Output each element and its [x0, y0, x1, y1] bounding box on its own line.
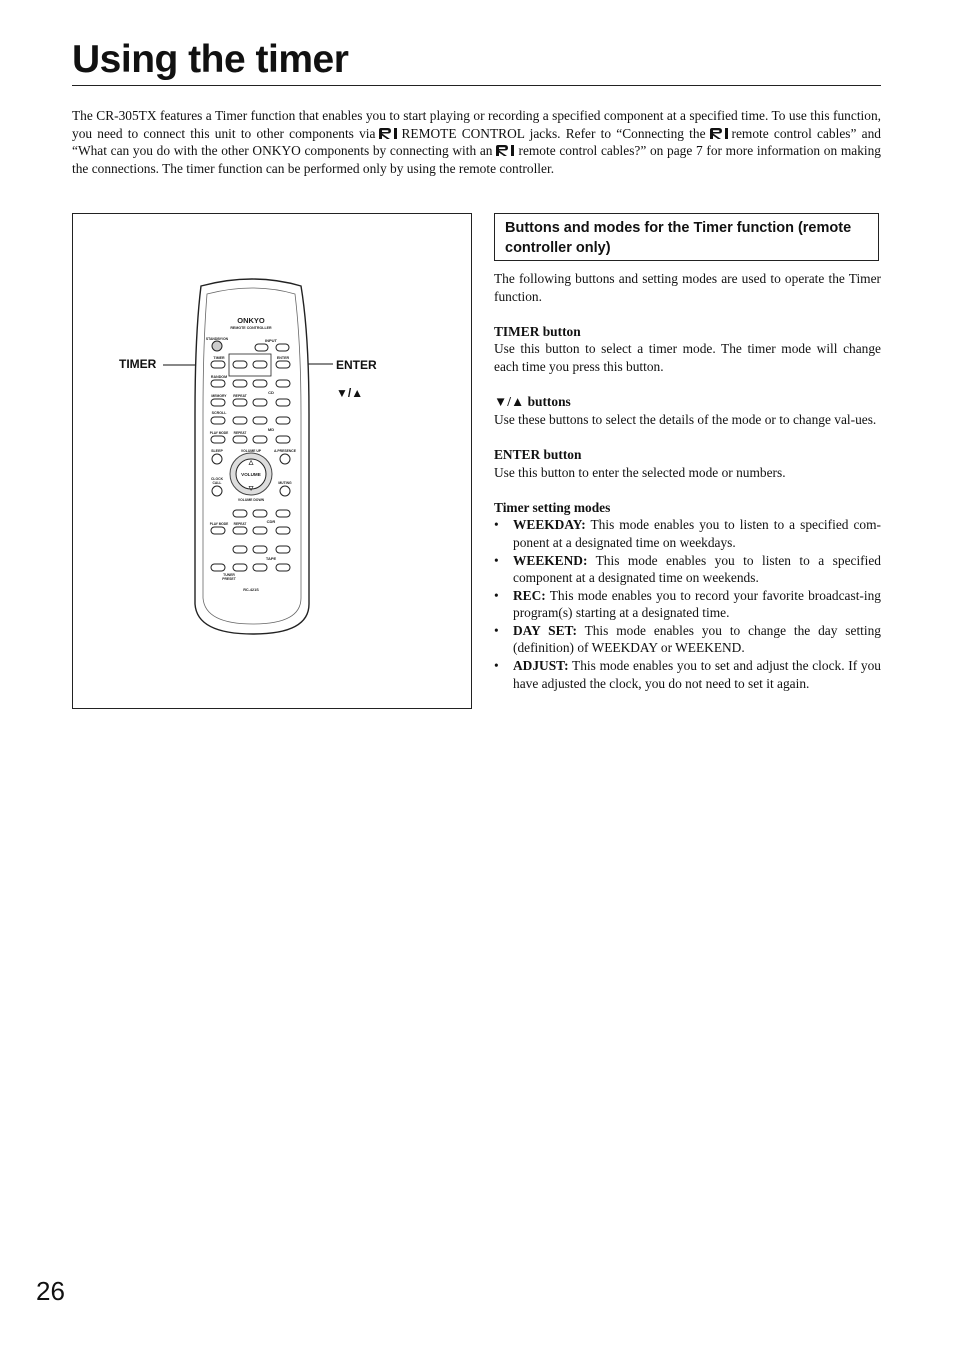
ri-logo-icon	[495, 145, 515, 156]
standby-button[interactable]	[212, 341, 222, 351]
enter-label: ENTER	[276, 356, 290, 360]
list-item	[494, 657, 881, 692]
down-button[interactable]	[233, 361, 247, 368]
md-play-button[interactable]	[276, 417, 290, 424]
md-next-button[interactable]	[276, 436, 290, 443]
sleep-button[interactable]	[212, 454, 222, 464]
scroll-label: SCROLL	[211, 411, 227, 415]
list-item	[494, 552, 881, 587]
modes-heading: Timer setting modes	[494, 499, 611, 515]
clock-call-button[interactable]	[212, 486, 222, 496]
remote-brand: ONKYO	[237, 316, 265, 325]
bullet: •	[494, 658, 499, 674]
tape-label: TAPE	[265, 556, 277, 561]
remote-figure	[72, 213, 472, 709]
bullet: •	[494, 622, 499, 638]
cdr-stop-button[interactable]	[233, 510, 247, 517]
repeat2-button[interactable]	[233, 436, 247, 443]
timer-callout: TIMER	[119, 357, 157, 371]
mode-label: REC:	[513, 587, 546, 603]
modes-block	[494, 499, 881, 693]
tuner-label: TUNER	[223, 573, 235, 577]
random-button[interactable]	[211, 380, 225, 387]
mode-text: This mode enables you to listen to a specified component at a designated time on weekends.	[513, 552, 881, 586]
mode-label: WEEKEND:	[513, 552, 588, 568]
timer-button[interactable]	[211, 361, 225, 368]
stop-button[interactable]	[233, 380, 247, 387]
enter-button-heading: ENTER button	[494, 446, 582, 462]
input-label: INPUT	[265, 338, 277, 343]
apresence-label: A.PRESENCE	[273, 449, 297, 453]
preset-label: PRESET	[222, 577, 236, 581]
intro-text-3: remote control cables” and “What can you do with the other ONKYO components by connecting with an	[72, 125, 881, 159]
model-label: RC-421S	[243, 588, 259, 592]
timer-button-text: Use this button to select a timer mode. The timer mode will change each time you press this button.	[494, 341, 881, 374]
memory-label: MEMORY	[211, 394, 227, 398]
arrows-button-text: Use these buttons to select the details of the mode or to change val-ues.	[494, 411, 877, 427]
preset-down-button[interactable]	[211, 564, 225, 571]
mode-label: DAY SET:	[513, 622, 577, 638]
mode-label: WEEKDAY:	[513, 517, 586, 533]
arrows-callout: ▼/▲	[336, 386, 364, 400]
cdr-label: CDR	[266, 519, 276, 524]
cdr-pause-button[interactable]	[253, 510, 267, 517]
call-label: CALL	[212, 481, 222, 485]
pause-button[interactable]	[253, 380, 267, 387]
enter-button[interactable]	[276, 361, 290, 368]
playmode2-button[interactable]	[211, 527, 225, 534]
next-button[interactable]	[276, 399, 290, 406]
enter-button-block	[494, 446, 881, 481]
prev-button[interactable]	[253, 399, 267, 406]
tape-prev-button[interactable]	[253, 564, 267, 571]
list-item	[494, 516, 881, 551]
intro-text-4: remote control cables?” on page 7 for more information on making the connections. The timer function can be performed only by using the remote controller.	[72, 143, 881, 176]
bullet: •	[494, 552, 499, 568]
enter-button-text: Use this button to enter the selected mode or numbers.	[494, 464, 786, 480]
tape-rew-button[interactable]	[233, 546, 247, 553]
cd-label: CD	[268, 390, 274, 395]
input-up-button[interactable]	[276, 344, 289, 351]
ri-logo-icon	[709, 128, 729, 139]
mode-text: This mode enables you to listen to a specified com-ponent at a designated time on weekdays.	[513, 517, 881, 550]
clock-label: CLOCK	[210, 477, 224, 481]
mode-text: This mode enables you to record your favorite broadcast-ing program(s) starting at a designated time.	[513, 587, 881, 621]
intro-text-2: REMOTE CONTROL jacks. Refer to “Connecting the	[401, 125, 706, 141]
repeat-button[interactable]	[233, 399, 247, 406]
section-intro: The following buttons and setting modes are used to operate the Timer function.	[494, 271, 881, 304]
arrows-button-block	[494, 393, 881, 428]
title-rule	[72, 85, 881, 86]
scroll-button[interactable]	[211, 417, 225, 424]
playmode-button[interactable]	[211, 436, 225, 443]
volume-up-icon[interactable]: △	[248, 460, 254, 466]
section-heading: Buttons and modes for the Timer function (remote controller only)	[494, 213, 879, 261]
random-label: RANDOM	[210, 375, 228, 379]
list-item	[494, 587, 881, 622]
volume-down-icon[interactable]: ▽	[248, 486, 254, 492]
muting-button[interactable]	[280, 486, 290, 496]
intro-paragraph	[72, 107, 881, 177]
md-stop-button[interactable]	[233, 417, 247, 424]
tape-next-button[interactable]	[276, 564, 290, 571]
md-prev-button[interactable]	[253, 436, 267, 443]
ri-logo-icon	[378, 128, 398, 139]
volume-label: VOLUME	[241, 472, 261, 477]
repeat3-label: REPEAT	[233, 522, 247, 526]
muting-label: MUTING	[278, 481, 292, 485]
remote-subtitle: REMOTE CONTROLLER	[230, 326, 272, 330]
apresence-button[interactable]	[280, 454, 290, 464]
play-button[interactable]	[276, 380, 290, 387]
volume-up-label: VOLUME UP	[240, 449, 262, 453]
playmode-label: PLAY MODE	[209, 431, 229, 435]
repeat-label: REPEAT	[233, 394, 247, 398]
section-body	[494, 270, 881, 692]
volume-down-label: VOLUME DOWN	[237, 498, 265, 502]
tape-play-button[interactable]	[276, 546, 290, 553]
standby-label: STANDBY/ON	[205, 337, 229, 341]
page-number: 26	[36, 1276, 65, 1306]
timer-button-heading: TIMER button	[494, 323, 581, 339]
mode-text: This mode enables you to set and adjust the clock. If you have adjusted the clock, you do not need to set it again.	[513, 658, 881, 691]
timer-button-block	[494, 323, 881, 376]
modes-list	[494, 516, 881, 692]
repeat2-label: REPEAT	[233, 431, 247, 435]
list-item	[494, 622, 881, 657]
input-down-button[interactable]	[255, 344, 268, 351]
cdr-play-button[interactable]	[276, 510, 290, 517]
md-label: MD	[267, 427, 275, 432]
mode-text: This mode enables you to change the day setting (definition) of WEEKDAY or WEEKEND.	[513, 622, 882, 656]
bullet: •	[494, 517, 499, 533]
repeat3-button[interactable]	[233, 527, 247, 534]
sleep-label: SLEEP	[211, 449, 223, 453]
playmode2-label: PLAY MODE	[209, 522, 229, 526]
arrows-button-heading: ▼/▲ buttons	[494, 394, 571, 410]
cdr-next-button[interactable]	[276, 527, 290, 534]
up-button[interactable]	[253, 361, 267, 368]
memory-button[interactable]	[211, 399, 225, 406]
mode-label: ADJUST:	[513, 658, 569, 674]
page-title: Using the timer	[72, 38, 349, 81]
intro-text-1: The CR-305TX features a Timer function that enables you to start playing or recording a specified component at a specified time. To use this function, you need to connect this unit to other components via	[72, 108, 881, 141]
md-pause-button[interactable]	[253, 417, 267, 424]
bullet: •	[494, 587, 499, 603]
tape-stop-button[interactable]	[253, 546, 267, 553]
timer-label: TIMER	[213, 356, 225, 360]
cdr-prev-button[interactable]	[253, 527, 267, 534]
preset-up-button[interactable]	[233, 564, 247, 571]
enter-callout: ENTER	[336, 358, 377, 372]
remote-illustration	[73, 214, 471, 708]
